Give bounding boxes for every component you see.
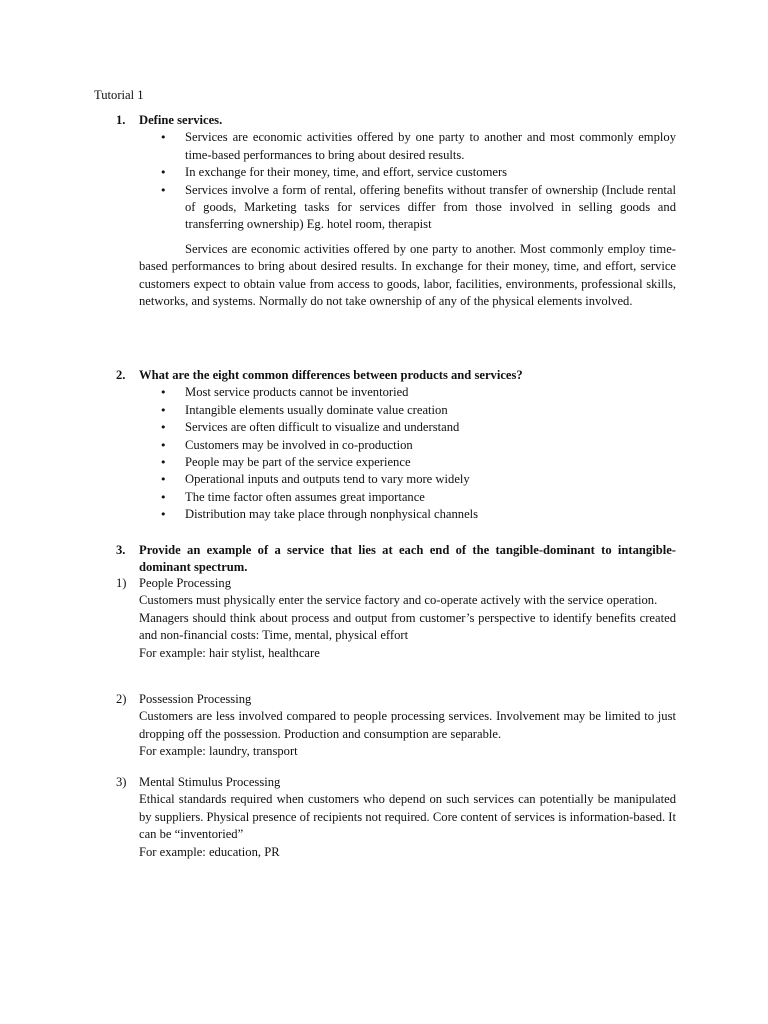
- sub-number: 2): [116, 692, 127, 706]
- spectrum-item-mental-stimulus-processing: [116, 774, 676, 861]
- list-item: • Most service products cannot be inventoried: [116, 384, 676, 401]
- q1-bullet-list: [116, 129, 676, 233]
- example-line: For example: education, PR: [139, 844, 280, 859]
- body-line: Ethical standards required when customers who depend on such services can potentially be manipulated by suppliers. Physical presence of recipients not required. Core content of services is information-based. It can be “inventoried”: [139, 792, 676, 842]
- question-number: 2.: [116, 368, 126, 382]
- list-item: • The time factor often assumes great importance: [116, 489, 676, 506]
- list-item: • Customers may be involved in co-production: [116, 437, 676, 454]
- sub-body: [116, 592, 676, 662]
- body-line: Managers should think about process and output from customer’s perspective to identify benefits created and non-financial costs: Time, mental, physical effort: [139, 610, 676, 643]
- spectrum-item-people-processing: [116, 575, 676, 662]
- tutorial-title: Tutorial 1: [94, 88, 144, 102]
- sub-body: [116, 791, 676, 861]
- question-number: 1.: [116, 113, 126, 127]
- list-item: • People may be part of the service experience: [116, 454, 676, 471]
- sub-heading: [116, 575, 676, 592]
- sub-heading: [116, 691, 676, 708]
- q1-paragraph: Services are economic activities offered by one party to another. Most commonly employ time-based performances to bring about desired results. In exchange for their money, time, and effort, service customers expect to obtain value from access to goods, labor, facilities, environments, professional skills, networks, and systems. Normally do not take ownership of any of the physical elements involved.: [139, 242, 676, 309]
- sub-heading: [116, 774, 676, 791]
- spectrum-item-possession-processing: [116, 691, 676, 761]
- list-item: • Services are often difficult to visualize and understand: [116, 419, 676, 436]
- list-item: • Services are economic activities offered by one party to another and most commonly employ time-based performances to bring about desired results.: [116, 129, 676, 164]
- list-item: • In exchange for their money, time, and effort, service customers: [116, 164, 676, 181]
- sub-number: 3): [116, 775, 127, 789]
- sub-number: 1): [116, 576, 127, 590]
- example-line: For example: laundry, transport: [139, 744, 298, 759]
- question-text: Provide an example of a service that lies at each end of the tangible-dominant to intangible-dominant spectrum.: [139, 543, 676, 575]
- list-item: • Intangible elements usually dominate value creation: [116, 402, 676, 419]
- question-3-section: [116, 542, 676, 577]
- list-item: • Distribution may take place through nonphysical channels: [116, 506, 676, 523]
- list-item: • Services involve a form of rental, offering benefits without transfer of ownership (Include rental of goods, Marketing tasks for services differ from those involved in selling goods and transferring ownership) Eg. hotel room, therapist: [116, 182, 676, 234]
- question-1: [116, 112, 676, 129]
- question-number: 3.: [116, 543, 126, 557]
- question-3: [116, 542, 676, 577]
- question-2: [116, 367, 676, 384]
- sub-heading-text: People Processing: [139, 576, 231, 590]
- question-text: Define services.: [139, 113, 223, 127]
- q2-bullet-list: [116, 384, 676, 523]
- question-1-section: [116, 112, 676, 234]
- sub-body: [116, 708, 676, 760]
- list-item: • Operational inputs and outputs tend to vary more widely: [116, 471, 676, 488]
- sub-heading-text: Mental Stimulus Processing: [139, 775, 281, 789]
- sub-heading-text: Possession Processing: [139, 692, 252, 706]
- question-2-section: [116, 367, 676, 524]
- body-line: Customers are less involved compared to people processing services. Involvement may be limited to just dropping off the possession. Production and consumption are separable.: [139, 709, 676, 741]
- body-line: Customers must physically enter the service factory and co-operate actively with the service operation.: [139, 593, 658, 608]
- question-text: What are the eight common differences between products and services?: [139, 368, 523, 382]
- q1-paragraph-block: [139, 241, 676, 311]
- example-line: For example: hair stylist, healthcare: [139, 645, 320, 660]
